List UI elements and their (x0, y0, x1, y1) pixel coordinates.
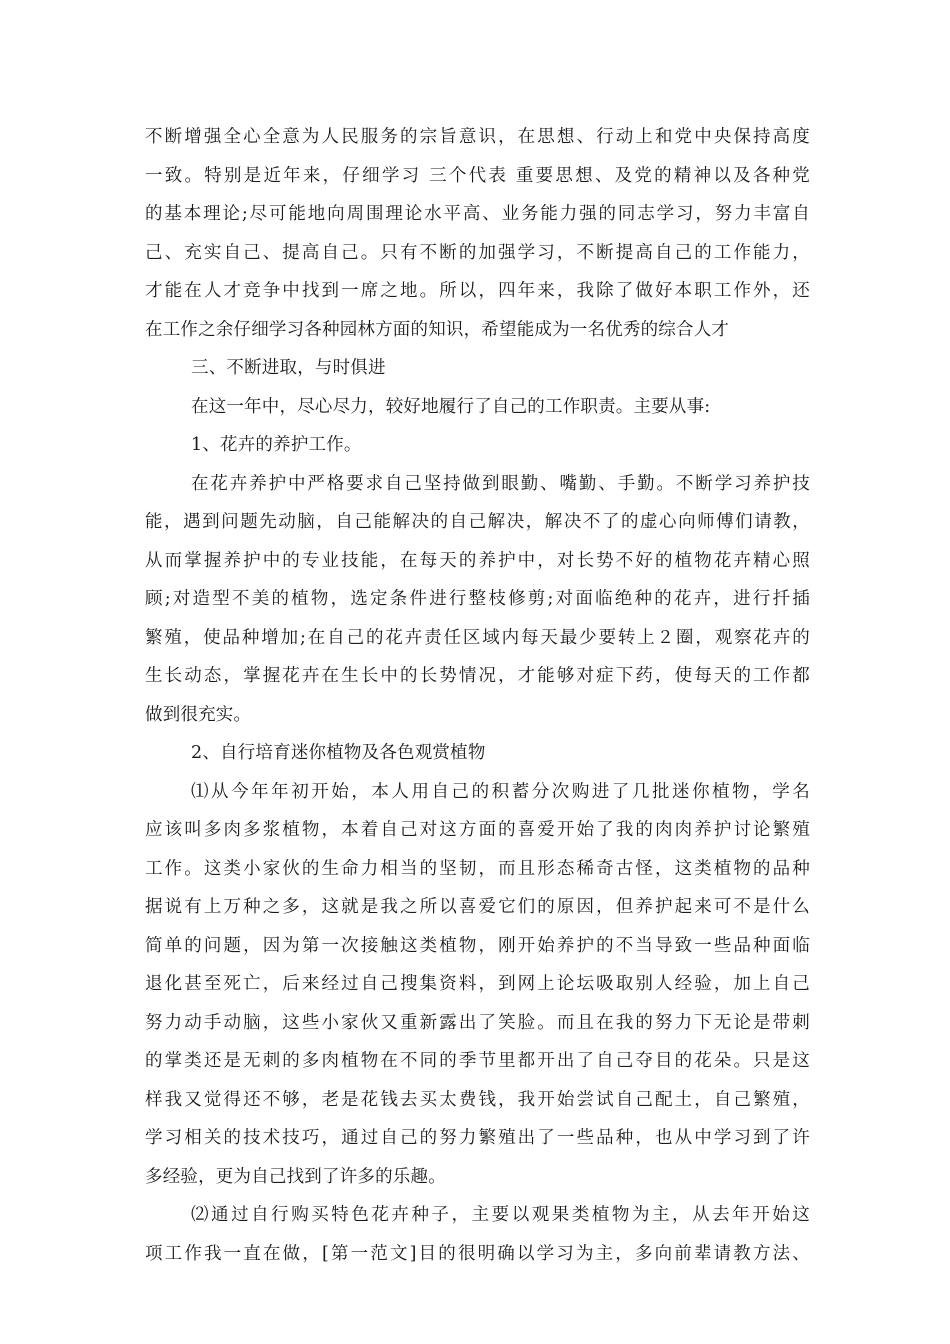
text-line: ⑵通过自行购买特色花卉种子，主要以观果类植物为主，从去年开始这 (191, 1205, 810, 1225)
text-line: 样我又觉得还不够，老是花钱去买太费钱，我开始尝试自己配土，自己繁殖， (145, 1089, 810, 1110)
text-line: 1、花卉的养护工作。 (191, 435, 362, 455)
text-line: 在这一年中，尽心尽力，较好地履行了自己的工作职责。主要从事: (191, 396, 711, 417)
text-line: 做到很充实。 (145, 704, 252, 725)
text-line: 顾;对造型不美的植物，选定条件进行整枝修剪;对面临绝种的花卉，进行扦插 (145, 589, 810, 609)
text-line: 努力动手动脑，这些小家伙又重新露出了笑脸。而且在我的努力下无论是带刺 (145, 1012, 810, 1033)
text-line: ⑴从今年年初开始，本人用自己的积蓄分次购进了几批迷你植物，学名 (191, 781, 810, 802)
text-line: 不断增强全心全意为人民服务的宗旨意识，在思想、行动上和党中央保持高度 (145, 127, 810, 147)
text-line: 项工作我一直在做，[第一范文]目的很明确以学习为主，多向前辈请教方法、 (145, 1243, 810, 1264)
text-line: 三、不断进取，与时俱进 (191, 358, 386, 378)
text-line: 生长动态，掌握花卉在生长中的长势情况，才能够对症下药，使每天的工作都 (145, 666, 810, 686)
text-line: 己、充实自己、提高自己。只有不断的加强学习，不断提高自己的工作能力， (145, 242, 810, 263)
text-line: 学习相关的技术技巧，通过自己的努力繁殖出了一些品种，也从中学习到了许 (145, 1128, 810, 1148)
text-line: 繁殖，使品种增加;在自己的花卉责任区域内每天最少要转上２圈，观察花卉的 (145, 627, 810, 648)
text-line: 才能在人才竞争中找到一席之地。所以，四年来，我除了做好本职工作外，还 (145, 281, 810, 301)
text-line: 2、自行培育迷你植物及各色观赏植物 (191, 743, 486, 763)
text-line: 一致。特别是近年来，仔细学习 三个代表 重要思想、及党的精神以及各种党 (145, 165, 810, 186)
text-line: 的掌类还是无刺的多肉植物在不同的季节里都开出了自己夺目的花朵。只是这 (145, 1051, 810, 1071)
text-line: 在工作之余仔细学习各种园林方面的知识，希望能成为一名优秀的综合人才 (145, 319, 730, 340)
text-line: 退化甚至死亡，后来经过自己搜集资料，到网上论坛吸取别人经验，加上自己 (145, 974, 810, 994)
text-line: 从而掌握养护中的专业技能，在每天的养护中，对长势不好的植物花卉精心照 (145, 550, 810, 571)
text-line: 多经验，更为自己找到了许多的乐趣。 (145, 1166, 446, 1187)
text-line: 据说有上万种之多，这就是我之所以喜爱它们的原因，但养护起来可不是什么 (145, 897, 810, 917)
text-line: 工作。这类小家伙的生命力相当的坚韧，而且形态稀奇古怪，这类植物的品种 (145, 858, 810, 879)
text-line: 应该叫多肉多浆植物，本着自己对这方面的喜爱开始了我的肉肉养护讨论繁殖 (145, 820, 810, 840)
text-line: 在花卉养护中严格要求自己坚持做到眼勤、嘴勤、手勤。不断学习养护技 (191, 473, 810, 494)
document-body (145, 118, 810, 1273)
text-line: 简单的问题，因为第一次接触这类植物，刚开始养护的不当导致一些品种面临 (145, 935, 810, 956)
text-line: 的基本理论;尽可能地向周围理论水平高、业务能力强的同志学习，努力丰富自 (145, 204, 810, 224)
text-line: 能，遇到问题先动脑，自己能解决的自己解决，解决不了的虚心向师傅们请教， (145, 512, 810, 532)
